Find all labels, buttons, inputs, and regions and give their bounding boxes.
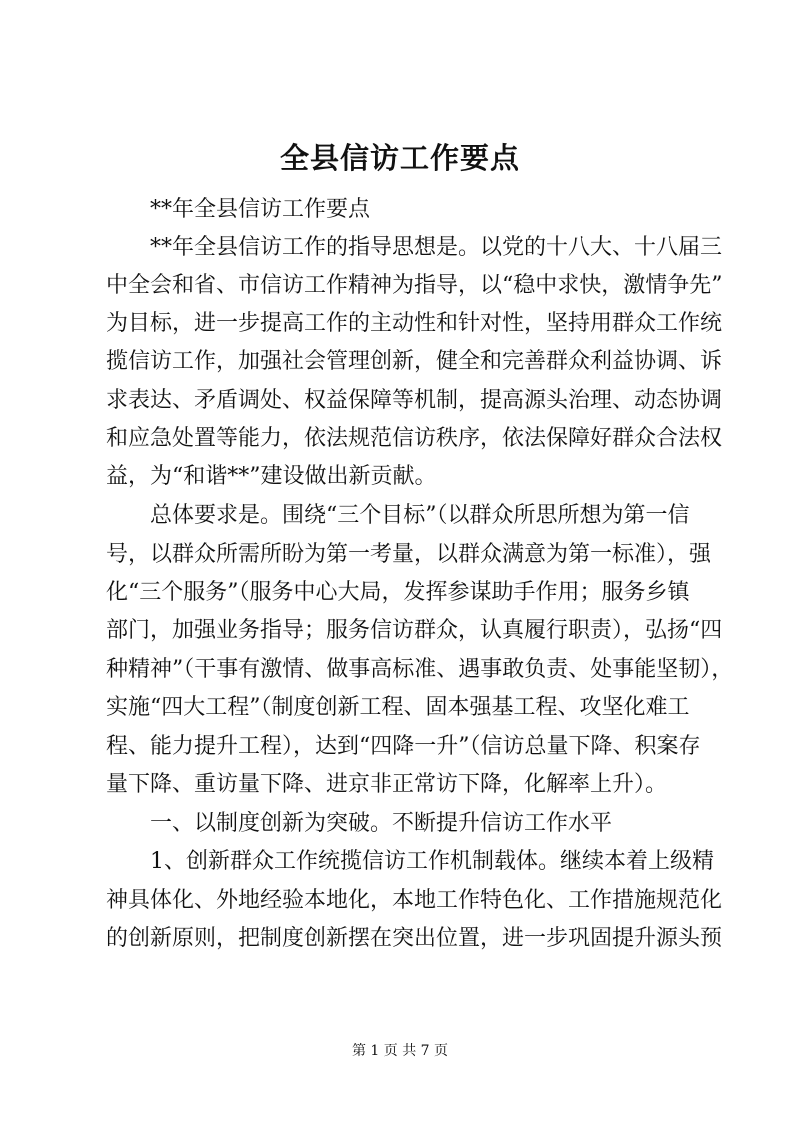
- section-heading: 一、以制度创新为突破。不断提升信访工作水平: [150, 811, 613, 836]
- paragraph-line: 部门，加强业务指导；服务信访群众，认真履行职责），弘扬“四: [106, 618, 723, 643]
- paragraph-line: 号，以群众所需所盼为第一考量，以群众满意为第一标准），强: [106, 542, 712, 567]
- subtitle-line: **年全县信访工作要点: [150, 197, 371, 222]
- paragraph-line: **年全县信访工作的指导思想是。以党的十八大、十八届三: [150, 235, 723, 260]
- paragraph-line: 种精神”（干事有激情、做事高标准、遇事敢负责、处事能坚韧），: [106, 657, 734, 682]
- paragraph-line: 揽信访工作，加强社会管理创新，健全和完善群众利益协调、诉: [106, 349, 723, 374]
- paragraph-line: 的创新原则，把制度创新摆在突出位置，进一步巩固提升源头预: [106, 926, 723, 951]
- paragraph-line: 总体要求是。围绕“三个目标”（以群众所思所想为第一信: [150, 503, 690, 528]
- paragraph-line: 程、能力提升工程），达到“四降一升”（信访总量下降、积案存: [106, 734, 701, 759]
- paragraph-line: 益，为“和谐**”建设做出新贡献。: [106, 464, 437, 489]
- document-title: 全县信访工作要点: [279, 141, 520, 175]
- paragraph-line: 化“三个服务”（服务中心大局，发挥参谋助手作用；服务乡镇: [106, 580, 690, 605]
- paragraph-line: 和应急处置等能力，依法规范信访秩序，依法保障好群众合法权: [106, 426, 723, 451]
- paragraph-line: 求表达、矛盾调处、权益保障等机制，提高源头治理、动态协调: [106, 388, 723, 413]
- paragraph-line: 神具体化、外地经验本地化，本地工作特色化、工作措施规范化: [106, 888, 723, 913]
- paragraph-line: 量下降、重访量下降、进京非正常访下降，化解率上升）。: [106, 772, 668, 797]
- paragraph-line: 为目标，进一步提高工作的主动性和针对性，坚持用群众工作统: [106, 311, 723, 336]
- paragraph-line: 中全会和省、市信访工作精神为指导，以“稳中求快，激情争先”: [106, 273, 723, 298]
- paragraph-line: 实施“四大工程”（制度创新工程、固本强基工程、攻坚化难工: [106, 695, 690, 720]
- page-footer: 第 1 页 共 7 页: [351, 1043, 449, 1059]
- paragraph-line: 1、创新群众工作统揽信访工作机制载体。继续本着上级精: [150, 849, 714, 874]
